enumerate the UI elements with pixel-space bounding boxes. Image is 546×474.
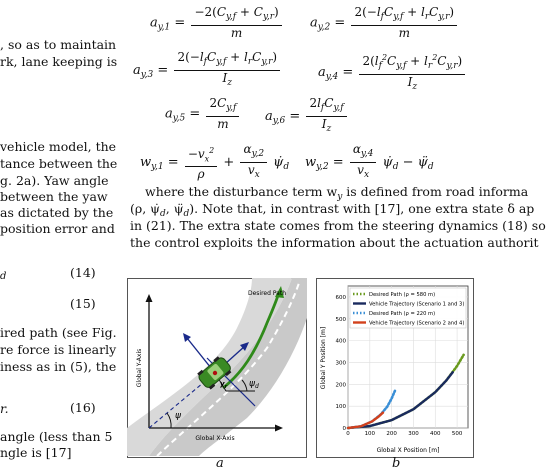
lateral-error-label: $y_r$ — [220, 380, 228, 390]
text-line: (ρ, $\psi̇_d$, $\psï_d$). Note that, in contrast with [17], one extra state δ ap — [130, 201, 535, 219]
text-span: is defined from road informa — [342, 184, 529, 199]
text-line: where the disturbance term $w_y$ is defined from road informa — [145, 184, 529, 202]
equation-ay3: $a_{y,3}$ = $\frac{2(-l_fC_{y,f} + l_rC_{y,r})}{I_z}$ — [133, 50, 282, 91]
text-line: rk, lane keeping is — [0, 54, 118, 69]
text-line: position error and — [0, 221, 115, 236]
text-line: between the yaw — [0, 189, 108, 204]
vehicle-cg-dot — [213, 371, 217, 375]
text-line: iness as in (5), the — [0, 359, 117, 374]
y-tick-label: 0 — [342, 426, 346, 432]
y-axis-label: Global Y-Axis — [136, 348, 143, 388]
equation-ay6: $a_{y,6}$ = $\frac{2l_fC_{y,f}}{I_z}$ — [265, 96, 349, 137]
text-span: where the disturbance term w — [145, 184, 338, 199]
text-line: g. 2a). Yaw angle — [0, 173, 109, 188]
x-axis-title: Global X Position [m] — [376, 447, 440, 454]
y-tick-label: 100 — [335, 404, 346, 411]
legend-label: Vehicle Trajectory (Scenario 2 and 4) — [369, 320, 465, 327]
text-line: r. — [0, 401, 9, 416]
equation-number: (16) — [70, 400, 96, 415]
text-line: vehicle model, the — [0, 139, 117, 154]
y-tick-label: 200 — [335, 382, 346, 389]
y-axis-title: Global Y Position [m] — [320, 326, 327, 390]
text-span: (ρ, ψ̇ — [130, 201, 160, 216]
text-span: ). Note that, in contrast with [17], one extra state δ ap — [189, 201, 535, 216]
text-line: angle (less than 5 — [0, 429, 113, 444]
legend-label: Vehicle Trajectory (Scenario 1 and 3) — [369, 301, 465, 308]
y-tick-label: 600 — [335, 294, 346, 301]
text-line: the control exploits the information about the actuation authorit — [130, 235, 539, 250]
y-tick-label: 500 — [335, 316, 346, 323]
x-tick-label: 500 — [451, 431, 463, 437]
equation-wy1: $w_{y,1}$ = $\frac{-v_x^2}{\rho}$ + $\frac{\alpha_{y,2}}{v_x}$ $\psi̇_d$ — [140, 142, 290, 182]
text-line: ired path (see Fig. — [0, 325, 117, 340]
legend-label: Desired Path (ρ = 580 m) — [369, 292, 436, 298]
equation-ay2: $a_{y,2}$ = $\frac{2(-l_fC_{y,f} + l_rC_{y,r})}{m}$ — [310, 5, 459, 41]
text-line: as dictated by the — [0, 205, 114, 220]
x-tick-label: 300 — [408, 431, 419, 437]
equation-ay5: $a_{y,5}$ = $\frac{2C_{y,f}}{m}$ — [165, 96, 241, 132]
equation-number: (15) — [70, 296, 96, 311]
legend-label: Desired Path (ρ = 220 m) — [369, 311, 436, 317]
text-line: d — [0, 271, 7, 282]
text-line: , so as to maintain — [0, 37, 117, 52]
legend — [350, 288, 466, 328]
figure-a-caption: a — [216, 456, 224, 471]
x-tick-label: 0 — [346, 431, 350, 437]
equation-wy2: $w_{y,2}$ = $\frac{\alpha_{y,4}}{v_x}$ $\psi̇_d$ − $\psï_d$ — [305, 142, 434, 180]
figure-b-caption: b — [392, 456, 401, 471]
desired-path-label: Desired Path — [247, 290, 287, 297]
x-tick-label: 200 — [386, 431, 397, 437]
y-tick-label: 400 — [335, 338, 346, 345]
x-axis-label: Global X-Axis — [195, 435, 235, 442]
equation-ay1: $a_{y,1}$ = $\frac{-2(C_{y,f} + C_{y,r})}{m}$ — [150, 5, 284, 41]
y-tick-label: 300 — [335, 360, 346, 367]
text-line: tance between the — [0, 156, 118, 171]
equation-number: (14) — [70, 265, 96, 280]
figure-b-chart — [316, 278, 474, 458]
x-tick-label: 100 — [364, 431, 376, 437]
text-line: ngle is [17] — [0, 445, 72, 460]
equation-ay4: $a_{y,4}$ = $\frac{2(l_f^2C_{y,f} + l_r^2C_{y,r})}{I_z}$ — [318, 50, 467, 95]
psi-label: ψ — [175, 411, 181, 421]
figure-a — [127, 278, 307, 458]
x-tick-label: 400 — [430, 431, 441, 437]
psi-d-label: $\psi_d$ — [249, 379, 259, 390]
text-line: in (21). The extra state comes from the steering dynamics (18) so — [130, 218, 546, 233]
text-line: re force is linearly — [0, 342, 117, 357]
